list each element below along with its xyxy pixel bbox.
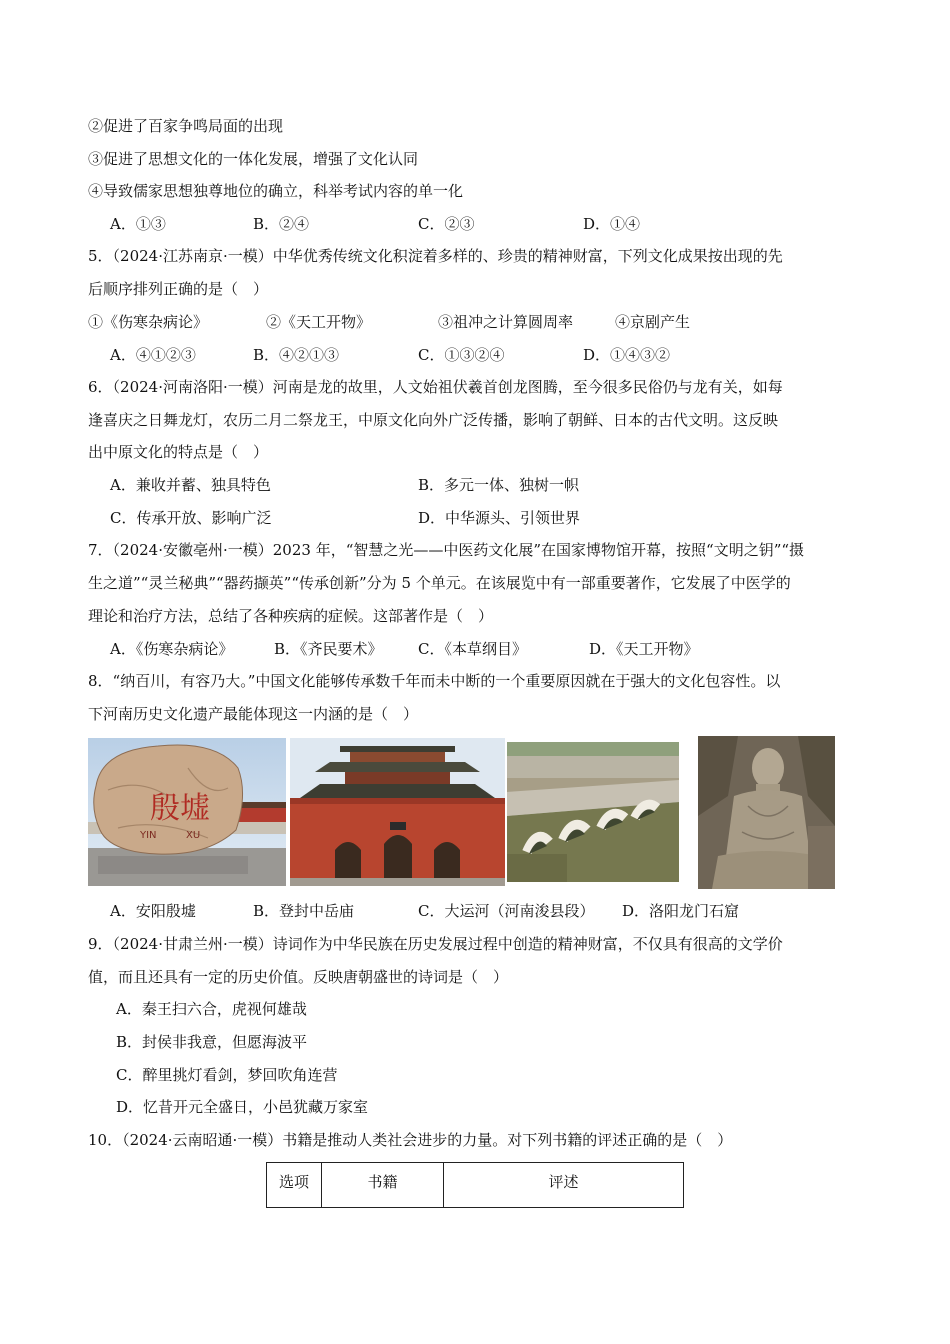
yinxu-stone-photo [88,738,286,886]
q4-item-4: ④导致儒家思想独尊地位的确立，科举考试内容的单一化 [88,182,464,200]
q8-option-b[interactable]: B．登封中岳庙 [253,902,355,920]
q7-option-d[interactable]: D．《天工开物》 [589,640,699,658]
q6-stem-line2: 逢喜庆之日舞龙灯，农历二月二祭龙王，中原文化向外广泛传播，影响了朝鲜、日本的古代文明。这反映 [88,411,779,429]
header-option: 选项 [267,1163,322,1208]
q4-option-a[interactable]: A．①③ [110,215,166,233]
q4-option-c[interactable]: C．②③ [418,215,475,233]
q9-option-d[interactable]: D．忆昔开元全盛日，小邑犹藏万家室 [116,1098,369,1116]
q7-stem-line1: 7．（2024·安徽亳州·一模）2023 年，“智慧之光——中医药文化展”在国家博物馆开幕，按照“文明之钥”“摄 [88,541,805,559]
q7-option-b[interactable]: B．《齐民要术》 [274,640,383,658]
q9-stem-line1: 9．（2024·甘肃兰州·一模）诗词作为中华民族在历史发展过程中创造的精神财富，不仅具有很高的文学价 [88,935,783,953]
zhongyue-temple-photo [290,738,505,886]
stone-characters: 殷墟 [150,791,210,826]
q5-item-1: ①《伤寒杂病论》 [88,313,209,331]
q9-option-b[interactable]: B．封侯非我意，但愿海波平 [116,1033,308,1051]
q5-option-c[interactable]: C．①③②④ [418,346,505,364]
q9-option-c[interactable]: C．醉里挑灯看剑，梦回吹角连营 [116,1066,338,1084]
q4-item-3: ③促进了思想文化的一体化发展，增强了文化认同 [88,150,419,168]
q6-option-b[interactable]: B．多元一体、独树一帜 [418,476,580,494]
q5-option-a[interactable]: A．④①②③ [110,346,196,364]
q5-item-2: ②《天工开物》 [266,313,372,331]
q6-option-c[interactable]: C．传承开放、影响广泛 [110,509,272,527]
q5-item-3: ③祖冲之计算圆周率 [438,313,574,331]
longmen-buddha-photo [698,736,835,889]
q5-stem-line2: 后顺序排列正确的是（ ） [88,280,269,298]
q6-stem-line3: 出中原文化的特点是（ ） [88,443,269,461]
q4-item-2: ②促进了百家争鸣局面的出现 [88,117,284,135]
table-header-row [267,1163,684,1208]
q5-option-d[interactable]: D．①④③② [583,346,671,364]
header-comment: 评述 [444,1163,684,1208]
q8-option-d[interactable]: D．洛阳龙门石窟 [622,902,740,920]
q7-option-c[interactable]: C．《本草纲目》 [418,640,527,658]
q5-option-b[interactable]: B．④②①③ [253,346,340,364]
grand-canal-bridge-photo [507,742,679,882]
q10-stem-line1: 10．（2024·云南昭通·一模）书籍是推动人类社会进步的力量。对下列书籍的评述正确的是（ ） [88,1131,733,1149]
q6-stem-line1: 6．（2024·河南洛阳·一模）河南是龙的故里，人文始祖伏羲首创龙图腾，至今很多民俗仍与龙有关，如每 [88,378,783,396]
q8-stem-line2: 下河南历史文化遗产最能体现这一内涵的是（ ） [88,705,419,723]
stone-pinyin-xu: XU [186,830,201,841]
q9-stem-line2: 值，而且还具有一定的历史价值。反映唐朝盛世的诗词是（ ） [88,968,509,986]
q4-option-d[interactable]: D．①④ [583,215,641,233]
stone-pinyin-yin: YIN [140,830,157,841]
q6-option-a[interactable]: A．兼收并蓄、独具特色 [110,476,271,494]
header-book: 书籍 [322,1163,444,1208]
q8-stem-line1: 8．“纳百川，有容乃大。”中国文化能够传承数千年而未中断的一个重要原因就在于强大的文化包容性。以 [88,672,781,690]
q6-option-d[interactable]: D．中华源头、引领世界 [418,509,581,527]
q5-stem-line1: 5．（2024·江苏南京·一模）中华优秀传统文化积淀着多样的、珍贵的精神财富，下列文化成果按出现的先 [88,247,783,265]
books-table [266,1162,684,1208]
q8-option-a[interactable]: A．安阳殷墟 [110,902,196,920]
q5-item-4: ④京剧产生 [615,313,691,331]
q4-option-b[interactable]: B．②④ [253,215,310,233]
q7-stem-line2: 生之道”“灵兰秘典”“器药撷英”“传承创新”分为 5 个单元。在该展览中有一部重要著作，它发展了中医学的 [88,574,791,592]
q7-option-a[interactable]: A．《伤寒杂病论》 [110,640,234,658]
q9-option-a[interactable]: A．秦王扫六合，虎视何雄哉 [116,1000,307,1018]
q8-option-c[interactable]: C．大运河（河南浚县段） [418,902,595,920]
q7-stem-line3: 理论和治疗方法，总结了各种疾病的症候。这部著作是（ ） [88,607,494,625]
